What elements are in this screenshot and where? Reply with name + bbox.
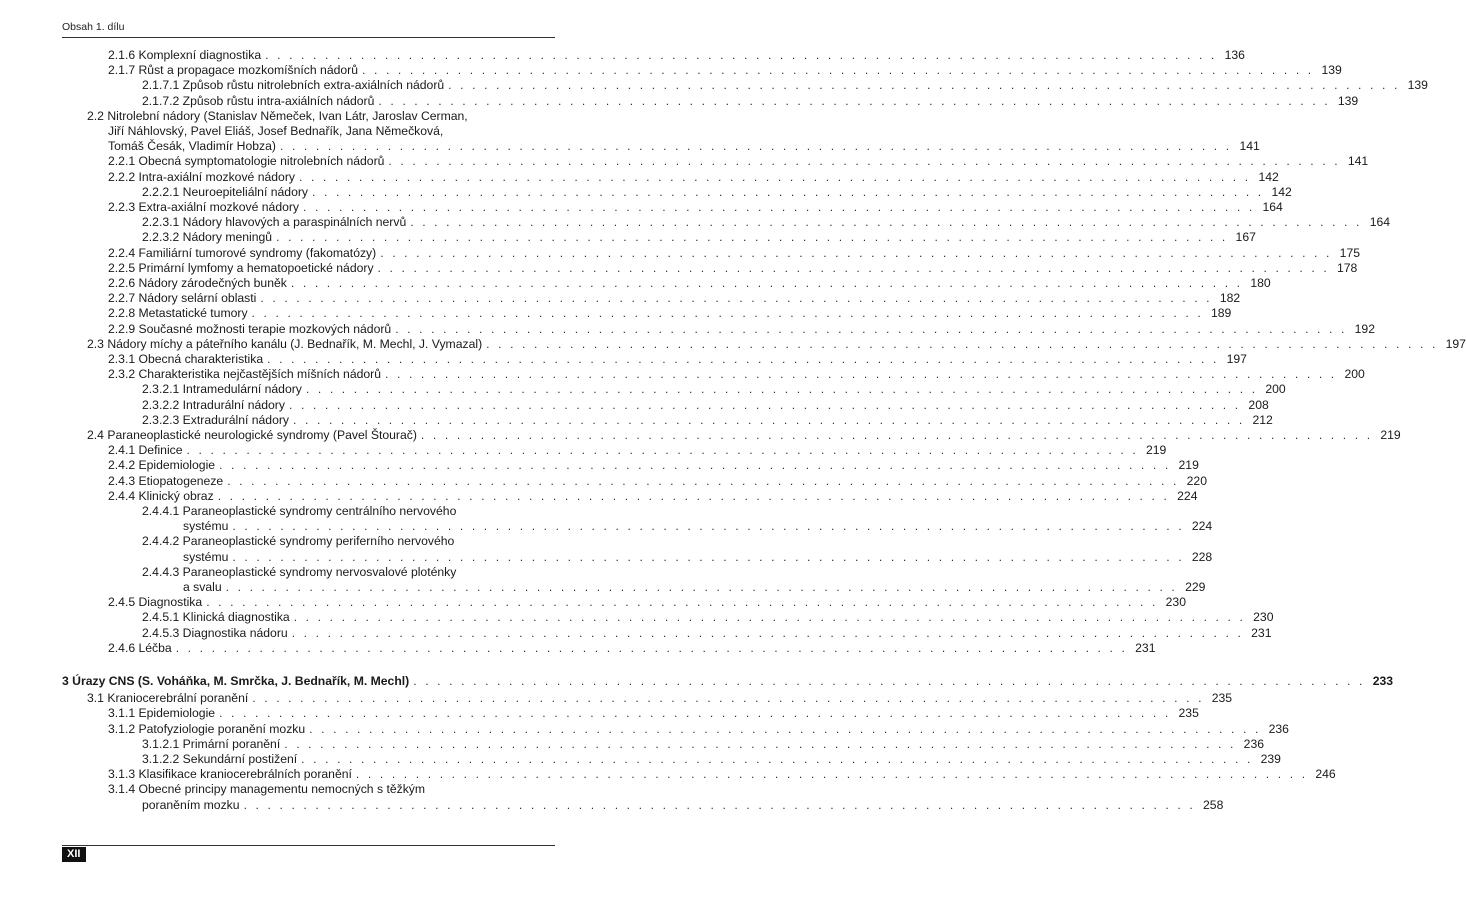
toc-page-number: 136 [1224, 48, 1245, 62]
toc-leader-dots: . . . . . . . . . . . . . . . . . . . . . . . . . . . . . . . . . . . . . . . . . . . . . . . . . . . . . . . . . . . . . . . . . . . . . . . . . . . . . . . . [276, 230, 1228, 245]
toc-leader-dots: . . . . . . . . . . . . . . . . . . . . . . . . . . . . . . . . . . . . . . . . . . . . . . . . . . . . . . . . . . . . . . . . . . . . . . . . . . . . . . . . [486, 336, 1438, 351]
page-folio: XII [62, 847, 86, 862]
toc-entry-title: 2.1.6 Komplexní diagnostika [108, 48, 262, 62]
toc-leader-dots: . . . . . . . . . . . . . . . . . . . . . . . . . . . . . . . . . . . . . . . . . . . . . . . . . . . . . . . . . . . . . . . . . . . . . . . . . . . . . . . . [293, 610, 1246, 625]
toc-entry-title: 2.4.4.3 Paraneoplastické syndromy nervosvalové ploténky [142, 564, 457, 579]
footer-rule [62, 845, 555, 846]
toc-entry-title: 2.1.7.2 Způsob růstu intra-axiálních nádorů [142, 93, 375, 108]
toc-leader-dots: . . . . . . . . . . . . . . . . . . . . . . . . . . . . . . . . . . . . . . . . . . . . . . . . . . . . . . . . . . . . . . . . . . . . . . . . . . . . . . . . [267, 352, 1219, 366]
toc-entry-title: 2.4.4.1 Paraneoplastické syndromy centrálního nervového [142, 504, 457, 518]
toc-entry-title: 2.4.5.1 Klinická diagnostika [142, 610, 290, 625]
toc-entry-title: 2.2.3 Extra-axiální mozkové nádory [108, 200, 300, 214]
toc-page-number: 142 [1271, 184, 1292, 199]
toc-entry-title: Tomáš Česák, Vladimír Hobza) [108, 139, 276, 154]
toc-page-number: 212 [1252, 412, 1273, 427]
toc-leader-dots: . . . . . . . . . . . . . . . . . . . . . . . . . . . . . . . . . . . . . . . . . . . . . . . . . . . . . . . . . . . . . . . . . . . . . . . . . . . . . . . . [243, 797, 1196, 812]
toc-leader-dots: . . . . . . . . . . . . . . . . . . . . . . . . . . . . . . . . . . . . . . . . . . . . . . . . . . . . . . . . . . . . . . . . . . . . . . . . . . . . . . . . [362, 63, 1314, 78]
toc-leader-dots: . . . . . . . . . . . . . . . . . . . . . . . . . . . . . . . . . . . . . . . . . . . . . . . . . . . . . . . . . . . . . . . . . . . . . . . . . . . . . . . . [298, 169, 1251, 184]
toc-page-number: 219 [1178, 458, 1199, 473]
toc-entry-title: 3.1.2 Patofyziologie poranění mozku [108, 721, 306, 736]
toc-leader-dots: . . . . . . . . . . . . . . . . . . . . . . . . . . . . . . . . . . . . . . . . . . . . . . . . . . . . . . . . . . . . . . . . . . . . . . . . . . . . . . . . [380, 245, 1333, 260]
toc-entry-title: 2.4.3 Etiopatogeneze [108, 473, 224, 488]
toc-page-number: 228 [1191, 549, 1213, 564]
toc-entry-title: 2.2.2.1 Neuroepiteliální nádory [142, 184, 308, 199]
toc-page-number: 200 [1344, 367, 1365, 382]
toc-leader-dots: . . . . . . . . . . . . . . . . . . . . . . . . . . . . . . . . . . . . . . . . . . . . . . . . . . . . . . . . . . . . . . . . . . . . . . . . . . . . . . . . [265, 48, 1217, 62]
toc-leader-dots: . . . . . . . . . . . . . . . . . . . . . . . . . . . . . . . . . . . . . . . . . . . . . . . . . . . . . . . . . . . . . . . . . . . . . . . . . . . . . . . . [227, 473, 1179, 488]
toc-leader-dots: . . . . . . . . . . . . . . . . . . . . . . . . . . . . . . . . . . . . . . . . . . . . . . . . . . . . . . . . . . . . . . . . . . . . . . . . . . . . . . . . [232, 519, 1185, 534]
toc-leader-dots: . . . . . . . . . . . . . . . . . . . . . . . . . . . . . . . . . . . . . . . . . . . . . . . . . . . . . . . . . . . . . . . . . . . . . . . . . . . . . . . . [290, 276, 1243, 290]
toc-page-number: 224 [1191, 519, 1213, 534]
toc-entry-title: 3.1.3 Klasifikace kraniocerebrálních poranění [108, 767, 352, 782]
toc-entry-title: 2.3.2.2 Intradurální nádory [142, 397, 285, 412]
toc-page-number: 236 [1243, 736, 1265, 751]
toc-entry-title: 2.4.4.2 Paraneoplastické syndromy periferního nervového [142, 534, 455, 549]
toc-leader-dots: . . . . . . . . . . . . . . . . . . . . . . . . . . . . . . . . . . . . . . . . . . . . . . . . . . . . . . . . . . . . . . . . . . . . . . . . . . . . . . . . [395, 321, 1347, 336]
toc-leader-dots: . . . . . . . . . . . . . . . . . . . . . . . . . . . . . . . . . . . . . . . . . . . . . . . . . . . . . . . . . . . . . . . . . . . . . . . . . . . . . . . . [175, 640, 1128, 655]
toc-page-number: 141 [1239, 139, 1260, 154]
toc-leader-dots: . . . . . . . . . . . . . . . . . . . . . . . . . . . . . . . . . . . . . . . . . . . . . . . . . . . . . . . . . . . . . . . . . . . . . . . . . . . . . . . . [291, 625, 1244, 640]
toc-leader-dots: . . . . . . . . . . . . . . . . . . . . . . . . . . . . . . . . . . . . . . . . . . . . . . . . . . . . . . . . . . . . . . . . . . . . . . . . . . . . . . . . [303, 200, 1255, 214]
toc-entry-title: 2.2.4 Familiární tumorové syndromy (fakomatózy) [108, 245, 377, 260]
toc-leader-dots: . . . . . . . . . . . . . . . . . . . . . . . . . . . . . . . . . . . . . . . . . . . . . . . . . . . . . . . . . . . . . . . . . . . . . . . . . . . . . . . . [410, 215, 1363, 230]
toc-page-number: 219 [1145, 443, 1167, 458]
toc-page-number: 220 [1186, 473, 1207, 488]
toc-entry-title: 2.4.2 Epidemiologie [108, 458, 216, 473]
toc-entry-title: 2.4.5.3 Diagnostika nádoru [142, 625, 288, 640]
toc-page-number: 230 [1165, 595, 1186, 610]
toc-entry-title: 2.4.6 Léčba [108, 640, 172, 655]
toc-leader-dots: . . . . . . . . . . . . . . . . . . . . . . . . . . . . . . . . . . . . . . . . . . . . . . . . . . . . . . . . . . . . . . . . . . . . . . . . . . . . . . . . [279, 139, 1232, 154]
toc-entry-title: 3.1.4 Obecné principy managementu nemocných s těžkým [108, 782, 426, 797]
toc-leader-dots: . . . . . . . . . . . . . . . . . . . . . . . . . . . . . . . . . . . . . . . . . . . . . . . . . . . . . . . . . . . . . . . . . . . . . . . . . . . . . . . . [232, 549, 1185, 564]
toc-entry-title: 3 Úrazy CNS (S. Voháňka, M. Smrčka, J. Bednařík, M. Mechl) [62, 674, 410, 688]
toc-leader-dots: . . . . . . . . . . . . . . . . . . . . . . . . . . . . . . . . . . . . . . . . . . . . . . . . . . . . . . . . . . . . . . . . . . . . . . . . . . . . . . . . [219, 706, 1171, 721]
toc-entry-title: 2.2.8 Metastatické tumory [108, 306, 248, 321]
toc-page-number: 224 [1177, 488, 1198, 503]
toc-leader-dots: . . . . . . . . . . . . . . . . . . . . . . . . . . . . . . . . . . . . . . . . . . . . . . . . . . . . . . . . . . . . . . . . . . . . . . . . . . . . . . . . [288, 397, 1241, 412]
running-head: Obsah 1. dílu [62, 21, 125, 33]
toc-leader-dots: . . . . . . . . . . . . . . . . . . . . . . . . . . . . . . . . . . . . . . . . . . . . . . . . . . . . . . . . . . . . . . . . . . . . . . . . . . . . . . . . [378, 93, 1331, 108]
toc-leader-dots: . . . . . . . . . . . . . . . . . . . . . . . . . . . . . . . . . . . . . . . . . . . . . . . . . . . . . . . . . . . . . . . . . . . . . . . . . . . . . . . . [219, 458, 1171, 473]
toc-entry-title: a svalu [183, 579, 222, 594]
toc-entry-title: 2.1.7.1 Způsob růstu nitrolebních extra-axiálních nádorů [142, 78, 445, 93]
toc-leader-dots: . . . . . . . . . . . . . . . . . . . . . . . . . . . . . . . . . . . . . . . . . . . . . . . . . . . . . . . . . . . . . . . . . . . . . . . . . . . . . . . . [309, 721, 1261, 736]
toc-leader-dots: . . . . . . . . . . . . . . . . . . . . . . . . . . . . . . . . . . . . . . . . . . . . . . . . . . . . . . . . . . . . . . . . . . . . . . . . . . . . . . . . [284, 736, 1237, 751]
toc-entry-title: 2.2.9 Současné možnosti terapie mozkových nádorů [108, 321, 392, 336]
toc-entry-title: 2.4.1 Definice [108, 443, 183, 458]
toc-entry-title: Jiří Náhlovský, Pavel Eliáš, Josef Bednařík, Jana Němečková, [108, 123, 444, 138]
toc-entry-title: 3.1 Kraniocerebrální poranění [87, 691, 249, 706]
toc-page-number: 235 [1211, 691, 1233, 706]
toc-page-number: 208 [1248, 397, 1269, 412]
toc-page-number: 175 [1339, 245, 1361, 260]
toc-page-number: 229 [1185, 579, 1206, 594]
toc-leader-dots: . . . . . . . . . . . . . . . . . . . . . . . . . . . . . . . . . . . . . . . . . . . . . . . . . . . . . . . . . . . . . . . . . . . . . . . . . . . . . . . . [301, 752, 1253, 766]
toc-page-number: 167 [1235, 230, 1256, 245]
toc-entry-title: 3.1.2.1 Primární poranění [142, 736, 281, 751]
toc-page-number: 200 [1265, 382, 1286, 397]
toc-page-number: 233 [1372, 674, 1394, 688]
toc-page-number: 192 [1354, 321, 1375, 336]
toc-entry-title: 2.2.3.2 Nádory meningů [142, 230, 273, 245]
toc-entry-title: 2.3.2 Charakteristika nejčastějších míšních nádorů [108, 367, 381, 382]
toc-leader-dots: . . . . . . . . . . . . . . . . . . . . . . . . . . . . . . . . . . . . . . . . . . . . . . . . . . . . . . . . . . . . . . . . . . . . . . . . . . . . . . . . [206, 595, 1158, 610]
toc-page-number: 231 [1135, 640, 1156, 655]
toc-entry-title: 2.2.6 Nádory zárodečných buněk [108, 276, 287, 290]
toc-leader-dots: . . . . . . . . . . . . . . . . . . . . . . . . . . . . . . . . . . . . . . . . . . . . . . . . . . . . . . . . . . . . . . . . . . . . . . . . . . . . . . . . [217, 488, 1170, 503]
toc-entry-title: 3.1.1 Epidemiologie [108, 706, 216, 721]
toc-entry-title: 2.4.4 Klinický obraz [108, 488, 214, 503]
toc-leader-dots: . . . . . . . . . . . . . . . . . . . . . . . . . . . . . . . . . . . . . . . . . . . . . . . . . . . . . . . . . . . . . . . . . . . . . . . . . . . . . . . . [377, 260, 1330, 275]
toc-leader-dots: . . . . . . . . . . . . . . . . . . . . . . . . . . . . . . . . . . . . . . . . . . . . . . . . . . . . . . . . . . . . . . . . . . . . . . . . . . . . . . . . [260, 291, 1213, 306]
toc-page-number: 231 [1251, 625, 1272, 640]
toc-leader-dots: . . . . . . . . . . . . . . . . . . . . . . . . . . . . . . . . . . . . . . . . . . . . . . . . . . . . . . . . . . . . . . . . . . . . . . . . . . . . . . . . [355, 767, 1308, 782]
toc-entry-title: 2.4.5 Diagnostika [108, 595, 203, 610]
toc-page-number: 219 [1380, 428, 1401, 442]
header-rule [62, 37, 555, 38]
toc-entry-title: 3.1.2.2 Sekundární postižení [142, 752, 298, 766]
toc-page-number: 178 [1337, 260, 1358, 275]
toc-entry-title: 2.2.7 Nádory selární oblasti [108, 291, 257, 306]
toc-entry-title: 2.3.2.1 Intramedulární nádory [142, 382, 302, 397]
toc-entry-title: 2.2.1 Obecná symptomatologie nitrolebních nádorů [108, 154, 385, 169]
toc-page-number: 182 [1219, 291, 1241, 306]
toc-leader-dots: . . . . . . . . . . . . . . . . . . . . . . . . . . . . . . . . . . . . . . . . . . . . . . . . . . . . . . . . . . . . . . . . . . . . . . . . . . . . . . . . [448, 78, 1400, 93]
toc-page-number: 164 [1369, 215, 1391, 230]
toc-entry-title: 2.2.2 Intra-axiální mozkové nádory [108, 169, 295, 184]
toc-entry-title: 2.3.1 Obecná charakteristika [108, 352, 264, 366]
toc-page-number: 258 [1203, 797, 1224, 812]
toc-entry-title: 2.4 Paraneoplastické neurologické syndromy (Pavel Štourač) [87, 428, 417, 442]
toc-page-number: 180 [1250, 276, 1271, 290]
toc-page-number: 141 [1347, 154, 1369, 169]
toc-entry-title: 2.3 Nádory míchy a páteřního kanálu (J. Bednařík, M. Mechl, J. Vymazal) [87, 336, 483, 351]
toc-page-number: 164 [1262, 200, 1283, 214]
toc-entry-title: 2.2 Nitrolební nádory (Stanislav Němeček, Ivan Látr, Jaroslav Cerman, [87, 108, 468, 123]
toc-leader-dots: . . . . . . . . . . . . . . . . . . . . . . . . . . . . . . . . . . . . . . . . . . . . . . . . . . . . . . . . . . . . . . . . . . . . . . . . . . . . . . . . [413, 674, 1366, 688]
toc-entry-title: systému [183, 549, 229, 564]
toc-entry-title: 2.3.2.3 Extradurální nádory [142, 412, 290, 427]
toc-page-number: 139 [1321, 63, 1342, 78]
toc-leader-dots: . . . . . . . . . . . . . . . . . . . . . . . . . . . . . . . . . . . . . . . . . . . . . . . . . . . . . . . . . . . . . . . . . . . . . . . . . . . . . . . . [388, 154, 1341, 169]
toc-entry-title: 2.2.3.1 Nádory hlavových a paraspinálních nervů [142, 215, 407, 230]
toc-page-number: 239 [1260, 752, 1281, 766]
toc-leader-dots: . . . . . . . . . . . . . . . . . . . . . . . . . . . . . . . . . . . . . . . . . . . . . . . . . . . . . . . . . . . . . . . . . . . . . . . . . . . . . . . . [305, 382, 1258, 397]
toc-leader-dots: . . . . . . . . . . . . . . . . . . . . . . . . . . . . . . . . . . . . . . . . . . . . . . . . . . . . . . . . . . . . . . . . . . . . . . . . . . . . . . . . [385, 367, 1337, 382]
toc-page-number: 139 [1337, 93, 1359, 108]
toc-leader-dots: . . . . . . . . . . . . . . . . . . . . . . . . . . . . . . . . . . . . . . . . . . . . . . . . . . . . . . . . . . . . . . . . . . . . . . . . . . . . . . . . [420, 428, 1373, 442]
toc-entry-title: 2.2.5 Primární lymfomy a hematopoetické nádory [108, 260, 374, 275]
toc-leader-dots: . . . . . . . . . . . . . . . . . . . . . . . . . . . . . . . . . . . . . . . . . . . . . . . . . . . . . . . . . . . . . . . . . . . . . . . . . . . . . . . . [312, 184, 1264, 199]
toc-page-number: 189 [1211, 306, 1232, 321]
toc-entry-title: 2.1.7 Růst a propagace mozkomíšních nádorů [108, 63, 358, 78]
toc-page-number: 246 [1315, 767, 1336, 782]
toc-page-number: 197 [1445, 336, 1466, 351]
toc-leader-dots: . . . . . . . . . . . . . . . . . . . . . . . . . . . . . . . . . . . . . . . . . . . . . . . . . . . . . . . . . . . . . . . . . . . . . . . . . . . . . . . . [293, 412, 1245, 427]
toc-leader-dots: . . . . . . . . . . . . . . . . . . . . . . . . . . . . . . . . . . . . . . . . . . . . . . . . . . . . . . . . . . . . . . . . . . . . . . . . . . . . . . . . [251, 306, 1204, 321]
toc-page-number: 230 [1253, 610, 1274, 625]
toc-page-number: 235 [1178, 706, 1199, 721]
toc-leader-dots: . . . . . . . . . . . . . . . . . . . . . . . . . . . . . . . . . . . . . . . . . . . . . . . . . . . . . . . . . . . . . . . . . . . . . . . . . . . . . . . . [252, 691, 1205, 706]
toc-page-number: 142 [1258, 169, 1279, 184]
toc-page-number: 197 [1226, 352, 1247, 366]
toc-leader-dots: . . . . . . . . . . . . . . . . . . . . . . . . . . . . . . . . . . . . . . . . . . . . . . . . . . . . . . . . . . . . . . . . . . . . . . . . . . . . . . . . [225, 579, 1178, 594]
toc-entry-title: systému [183, 519, 229, 534]
toc-page-number: 139 [1407, 78, 1428, 93]
toc-page-number: 236 [1268, 721, 1289, 736]
toc-leader-dots: . . . . . . . . . . . . . . . . . . . . . . . . . . . . . . . . . . . . . . . . . . . . . . . . . . . . . . . . . . . . . . . . . . . . . . . . . . . . . . . . [186, 443, 1139, 458]
toc-entry-title: poraněním mozku [142, 797, 240, 812]
